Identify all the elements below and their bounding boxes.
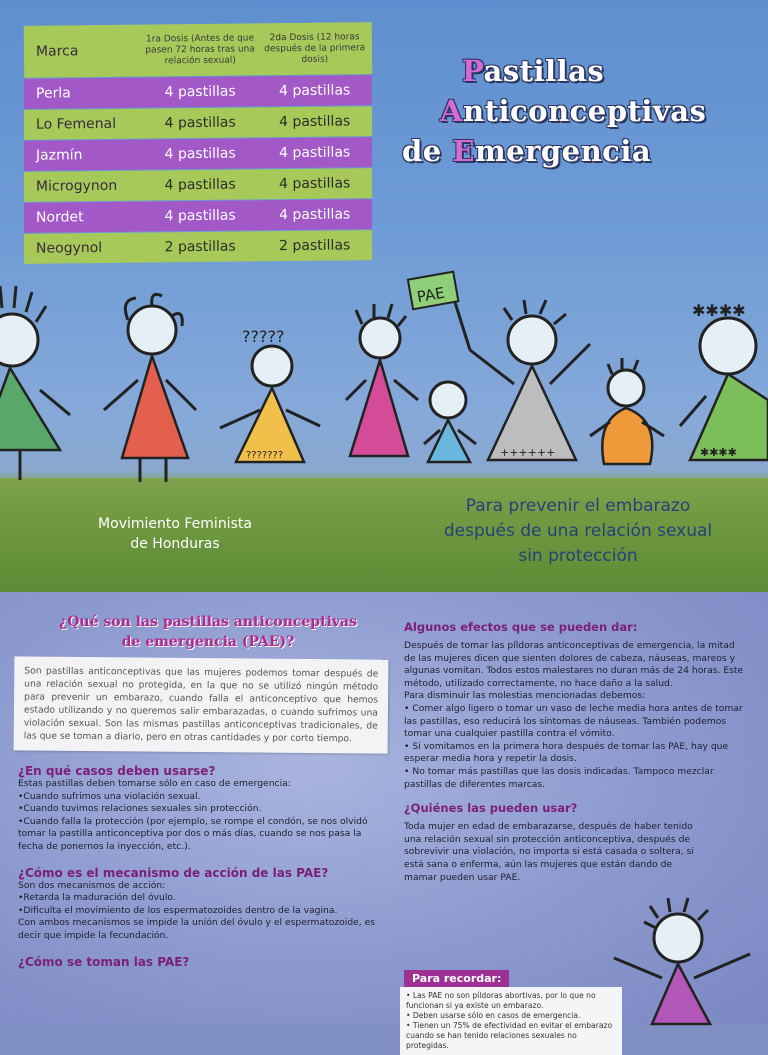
text-line: •Dificulta el movimiento de los espermatozoides dentro de la vagina. [18, 904, 338, 916]
table-cell: 2 pastillas [164, 238, 236, 256]
table-cell: 4 pastillas [279, 144, 351, 162]
table-cell: 4 pastillas [164, 83, 236, 101]
text-line: Estas pastillas deben tomarse sólo en caso de emergencia: [18, 778, 291, 789]
q3-title: ¿Cómo es el mecanismo de acción de las PAE? [18, 865, 329, 880]
text-line: •Cuando falla la protección (por ejemplo, se rompe el condón, se nos olvidó tomar la pastilla anticonceptiva por dos o más días, cuando se nos pasa la fecha de ponernos la inyección, etc.). [18, 815, 368, 852]
r2-body [404, 821, 704, 884]
text-line: • Comer algo ligero o tomar un vaso de leche media hora antes de tomar las pastillas, eso reducirá los síntomas de náuseas. También podemos tomar una cualquier pastilla contra el vómito. [404, 702, 743, 740]
text-line: Con ambos mecanismos se impide la unión del óvulo y el espermatozoide, es decir que impide la fecundación. [18, 917, 376, 941]
header-dose1: 1ra Dosis (Antes de que pasen 72 horas tras una relación sexual) [145, 32, 255, 66]
left-column [18, 612, 388, 969]
svg-text:✱✱✱✱: ✱✱✱✱ [700, 446, 737, 459]
reminder-body [400, 987, 622, 1055]
text-line: • Si vomitamos en la primera hora después de tomar las PAE, hay que esperar media hora y repetir la dosis. [404, 740, 729, 765]
table-header [24, 22, 373, 78]
right-column [404, 612, 744, 884]
header-brand: Marca [35, 43, 79, 60]
figure-grey-with-flag [408, 272, 590, 460]
table-cell: 4 pastillas [164, 145, 236, 163]
table-cell: Nordet [35, 209, 84, 226]
svg-text:✱✱✱✱: ✱✱✱✱ [692, 301, 746, 320]
stick-figures-illustration [0, 250, 768, 480]
table-rows [24, 77, 372, 262]
dosage-table [24, 24, 372, 263]
text-line: Son dos mecanismos de acción: [18, 879, 166, 891]
table-row [24, 106, 372, 140]
svg-text:?????: ????? [242, 327, 285, 346]
table-cell: Lo Femenal [35, 115, 117, 133]
table-cell: 4 pastillas [164, 114, 236, 132]
svg-text:++++++: ++++++ [500, 446, 556, 459]
figure-red [104, 294, 196, 482]
reminder-title: Para recordar: [404, 970, 509, 987]
text-line: •Cuando sufrimos una violación sexual. [18, 790, 201, 802]
inside-panel [0, 592, 768, 1050]
table-cell: 4 pastillas [279, 113, 351, 131]
q2-body [18, 778, 388, 854]
header-dose2: 2da Dosis (12 horas después de la primera dosis) [264, 31, 366, 65]
r1-body [404, 640, 744, 791]
table-cell: 4 pastillas [164, 207, 236, 225]
reminder-box [400, 967, 622, 1055]
q1-paper-note [14, 656, 389, 753]
q2-title: ¿En qué casos deben usarse? [18, 764, 216, 778]
flag-label: PAE [415, 283, 447, 307]
table-cell: 2 pastillas [279, 237, 351, 255]
text-line: • No tomar más pastillas que las dosis indicadas. Tampoco mezclar pastillas de diferentes marcas. [404, 765, 714, 790]
table-cell: Neogynol [35, 240, 103, 257]
text-line: Para disminuir las molestias mencionadas debemos: [404, 690, 646, 702]
figure-orange [590, 358, 664, 464]
cover-title: Pastillas Anticonceptivas de Emergencia [402, 54, 707, 168]
figure-small-blue [424, 382, 476, 462]
r2-title: ¿Quiénes las pueden usar? [404, 801, 578, 816]
figure-green-right [680, 301, 768, 460]
r1-title: Algunos efectos que se pueden dar: [404, 620, 638, 634]
table-cell: 4 pastillas [279, 175, 351, 193]
figure-yellow [220, 327, 320, 462]
text-line: •Cuando tuvimos relaciones sexuales sin protección. [18, 803, 262, 815]
figure-pink [346, 304, 418, 456]
q3-body [18, 880, 388, 943]
table-cell: Jazmín [35, 147, 83, 164]
table-cell: 4 pastillas [164, 176, 236, 194]
svg-text:???????: ??????? [246, 450, 284, 461]
stick-figure-purple [600, 888, 768, 1024]
text-line: •Retarda la maduración del óvulo. [18, 892, 176, 904]
text-line: • Deben usarse sólo en casos de emergencia. [406, 1011, 581, 1020]
text-line: • Las PAE no son píldoras abortivas, por lo que no funcionan si ya existe un embarazo. [406, 991, 596, 1010]
organization-name: Movimiento Feminista de Honduras [98, 516, 252, 552]
text-line: Después de tomar las píldoras anticonceptivas de emergencia, la mitad de las mujeres dicen que sienten dolores de cabeza, náuseas, mareos y algunas vomitan. Todos estos malestares no duran más de 24 horas. Este método, utilizado correctamente, no hace daño a la salud. [404, 640, 744, 689]
text-line: Toda mujer en edad de embarazarse, después de haber tenido una relación sexual sin protección anticonceptiva, después de sobrevivir una violación, no importa si está casada o soltera, si está sana o enferma, aún las mujeres que están dando de mamar pueden usar PAE. [404, 821, 694, 883]
table-row [24, 168, 372, 202]
table-row [24, 199, 372, 233]
slogan: Para prevenir el embarazo después de una relación sexual sin protección [443, 496, 713, 566]
q4-title: ¿Cómo se toman las PAE? [18, 954, 190, 969]
table-row [24, 75, 372, 109]
table-cell: 4 pastillas [279, 206, 351, 224]
table-cell: 4 pastillas [279, 82, 351, 100]
q1-text: Son pastillas anticonceptivas que las mujeres podemos tomar después de una relación sexual no protegida, en la que no se utilizó ningún método para prevenir un embarazo, cuando falla el anticonceptivo que hemos estado utilizando y no queremos salir embarazadas, o cuando sufrimos una violación sexual. Son las mismas pastillas anticonceptivas tradicionales, de las que se toman a diario, pero en otras cantidades y por corto tiempo. [23, 665, 379, 745]
figure-green-left [0, 286, 70, 480]
table-row [24, 137, 372, 171]
table-cell: Microgynon [35, 177, 118, 195]
text-line: • Tienen un 75% de efectividad en evitar el embarazo cuando se han tenido relaciones sexuales no protegidas. [406, 1021, 613, 1050]
q1-title: ¿Qué son las pastillas anticonceptivas de emergencia (PAE)? [59, 614, 357, 650]
table-cell: Perla [35, 85, 71, 102]
